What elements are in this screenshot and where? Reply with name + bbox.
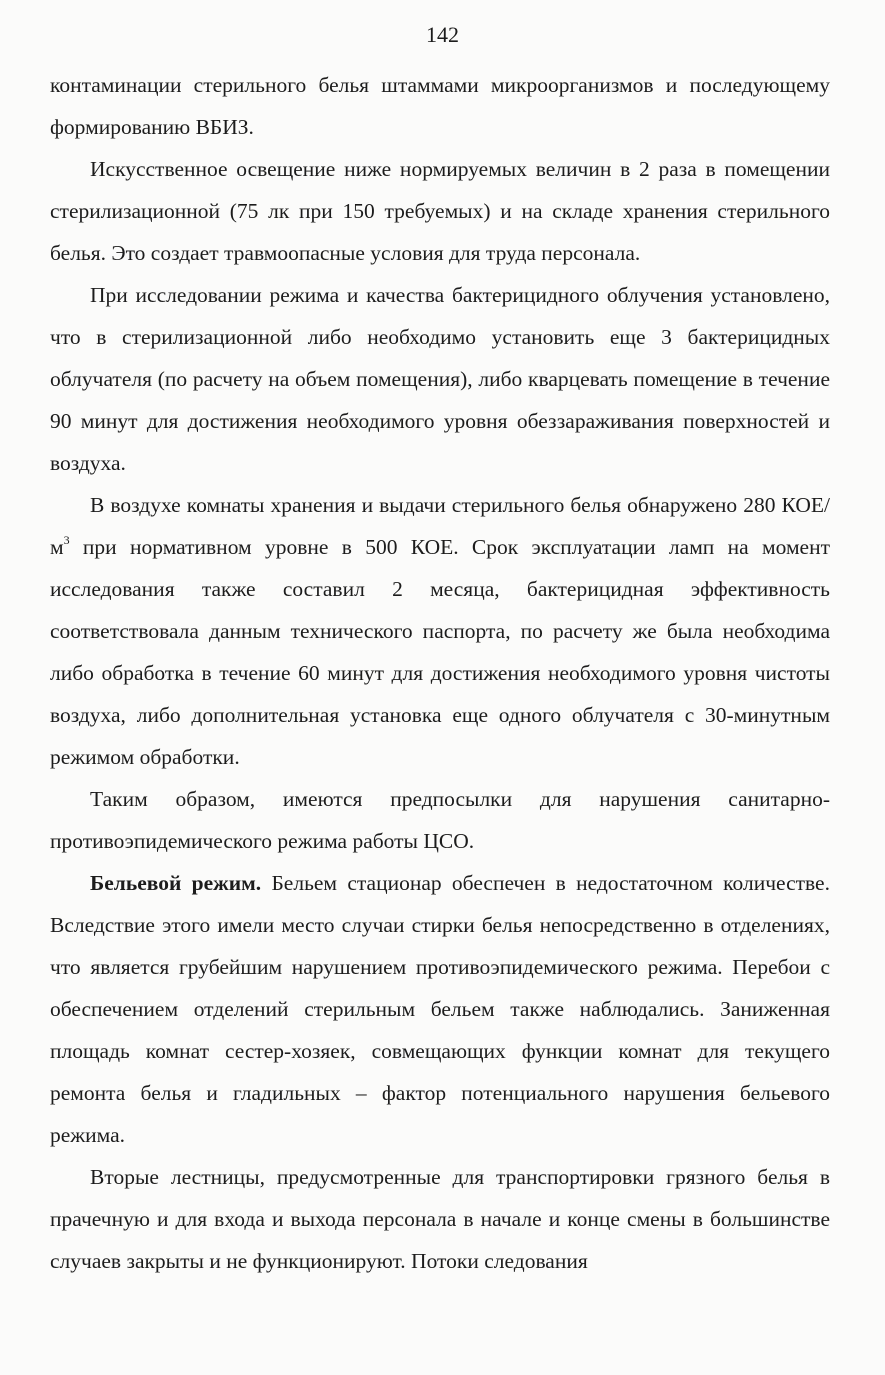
paragraph-stairs xyxy=(50,1156,830,1282)
paragraph-text-before: В воздухе комнаты хранения и выдачи стерильного белья обнаружено 280 КОЕ/м xyxy=(50,493,830,559)
superscript-exponent: 3 xyxy=(63,532,70,547)
paragraph-text: Бельем стационар обеспечен в недостаточном количестве. Вследствие этого имели место случаи стирки белья непосредственно в отделениях, что является грубейшим нарушением противоэпидемического режима. Перебои с обеспечением отделений стерильным бельем также наблюдались. Заниженная площадь комнат сестер-хозяек, совмещающих функции комнат для текущего ремонта белья и гладильных – фактор потенциального нарушения бельевого режима. xyxy=(50,871,830,1147)
paragraph-text: Таким образом, имеются предпосылки для нарушения санитарно-противоэпидемического режима работы ЦСО. xyxy=(50,787,830,853)
paragraph-air-quality xyxy=(50,484,830,778)
page-number: 142 xyxy=(426,22,459,47)
paragraph-linen-regime xyxy=(50,862,830,1156)
paragraph-text: Искусственное освещение ниже нормируемых величин в 2 раза в помещении стерилизационной (75 лк при 150 требуемых) и на складе хранения стерильного белья. Это создает травмоопасные условия для труда персонала. xyxy=(50,157,830,265)
body-text xyxy=(50,64,830,1282)
paragraph-text: Вторые лестницы, предусмотренные для транспортировки грязного белья в прачечную и для входа и выхода персонала в начале и конце смены в большинстве случаев закрыты и не функционируют. Потоки следования xyxy=(50,1165,830,1273)
paragraph-lighting xyxy=(50,148,830,274)
paragraph-text: При исследовании режима и качества бактерицидного облучения установлено, что в стерилизационной либо необходимо установить еще 3 бактерицидных облучателя (по расчету на объем помещения), либо кварцевать помещение в течение 90 минут для достижения необходимого уровня обеззараживания поверхностей и воздуха. xyxy=(50,283,830,475)
paragraph-contamination xyxy=(50,64,830,148)
paragraph-heading: Бельевой режим. xyxy=(90,871,262,895)
paragraph-bactericidal-irradiation xyxy=(50,274,830,484)
paragraph-text-after: при нормативном уровне в 500 КОЕ. Срок эксплуатации ламп на момент исследования также составил 2 месяца, бактерицидная эффективность соответствовала данным технического паспорта, по расчету же была необходима либо обработка в течение 60 минут для достижения необходимого уровня чистоты воздуха, либо дополнительная установка еще одного облучателя с 30-минутным режимом обработки. xyxy=(50,535,830,769)
paragraph-text: контаминации стерильного белья штаммами микроорганизмов и последующему формированию ВБИЗ. xyxy=(50,73,830,139)
paragraph-conclusion xyxy=(50,778,830,862)
